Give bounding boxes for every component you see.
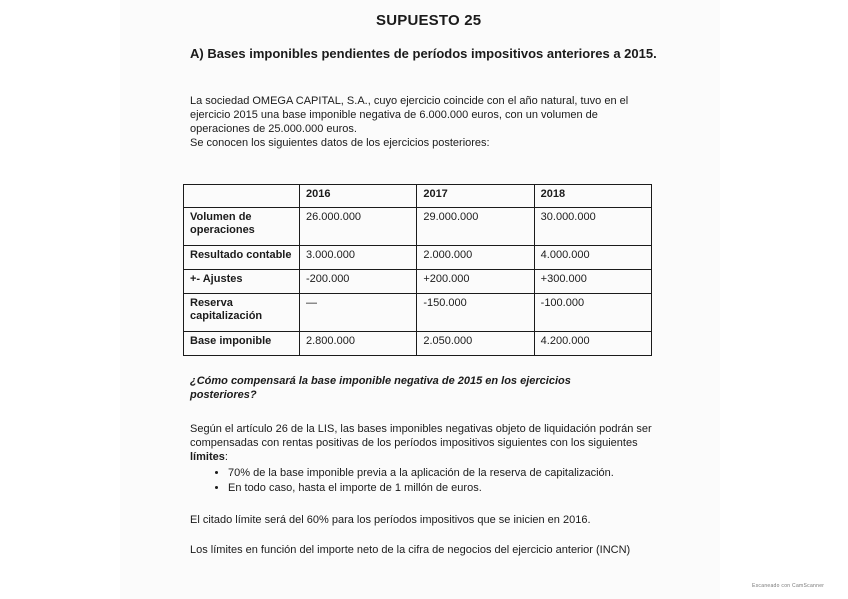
table-row xyxy=(184,332,652,356)
table-cell: 3.000.000 xyxy=(300,246,417,270)
table-row xyxy=(184,246,652,270)
table-cell: 26.000.000 xyxy=(300,208,417,246)
table-row xyxy=(184,270,652,294)
table-header-cell xyxy=(184,185,300,208)
incn-paragraph: Los límites en función del importe neto de la cifra de negocios del ejercicio anterior (INCN) xyxy=(190,544,631,556)
table-cell: -150.000 xyxy=(417,294,534,332)
table-cell: 30.000.000 xyxy=(534,208,651,246)
table-header-row xyxy=(184,185,652,208)
limit-2016-paragraph: El citado límite será del 60% para los períodos impositivos que se inicien en 2016. xyxy=(190,514,591,526)
data-table xyxy=(183,184,652,356)
limits-list xyxy=(210,466,678,496)
row-label: +- Ajustes xyxy=(184,270,300,294)
table-cell: -200.000 xyxy=(300,270,417,294)
table-cell: — xyxy=(300,294,417,332)
table-header-cell: 2016 xyxy=(300,185,417,208)
table-cell: 2.000.000 xyxy=(417,246,534,270)
intro-paragraph: La sociedad OMEGA CAPITAL, S.A., cuyo ejercicio coincide con el año natural, tuvo en el ejercicio 2015 una base imponible negativa de 6.000.000 euros, con un volumen de operaciones de 25.000.000 euros. xyxy=(190,95,629,135)
table-cell: +200.000 xyxy=(417,270,534,294)
row-label: Resultado contable xyxy=(184,246,300,270)
intro-lead-in: Se conocen los siguientes datos de los ejercicios posteriores: xyxy=(190,137,490,149)
table-cell: 29.000.000 xyxy=(417,208,534,246)
table-cell: 2.800.000 xyxy=(300,332,417,356)
section-heading: A) Bases imponibles pendientes de períodos impositivos anteriores a 2015. xyxy=(190,46,657,61)
table-cell: +300.000 xyxy=(534,270,651,294)
table-cell: 4.000.000 xyxy=(534,246,651,270)
table-header-cell: 2017 xyxy=(417,185,534,208)
table-row xyxy=(184,208,652,246)
list-item: • En todo caso, hasta el importe de 1 millón de euros. xyxy=(228,481,678,496)
limits-keyword: límites xyxy=(190,451,225,463)
question-text: ¿Cómo compensará la base imponible negativa de 2015 en los ejercicios posteriores? xyxy=(190,375,571,401)
row-label: Base imponible xyxy=(184,332,300,356)
table-cell: 2.050.000 xyxy=(417,332,534,356)
answer-paragraph xyxy=(190,422,660,464)
answer-text: Según el artículo 26 de la LIS, las bases imponibles negativas objeto de liquidación podrán ser compensadas con rentas positivas de los períodos impositivos siguientes con los siguientes xyxy=(190,423,652,449)
row-label: Volumen de operaciones xyxy=(184,208,300,246)
table-cell: -100.000 xyxy=(534,294,651,332)
table-cell: 4.200.000 xyxy=(534,332,651,356)
answer-colon: : xyxy=(224,451,228,463)
page-title: SUPUESTO 25 xyxy=(376,12,482,29)
table-header-cell: 2018 xyxy=(534,185,651,208)
table-row xyxy=(184,294,652,332)
list-item: • 70% de la base imponible previa a la aplicación de la reserva de capitalización. xyxy=(228,466,678,481)
scanner-watermark: Escaneado con CamScanner xyxy=(752,583,825,589)
row-label: Reserva capitalización xyxy=(184,294,300,332)
